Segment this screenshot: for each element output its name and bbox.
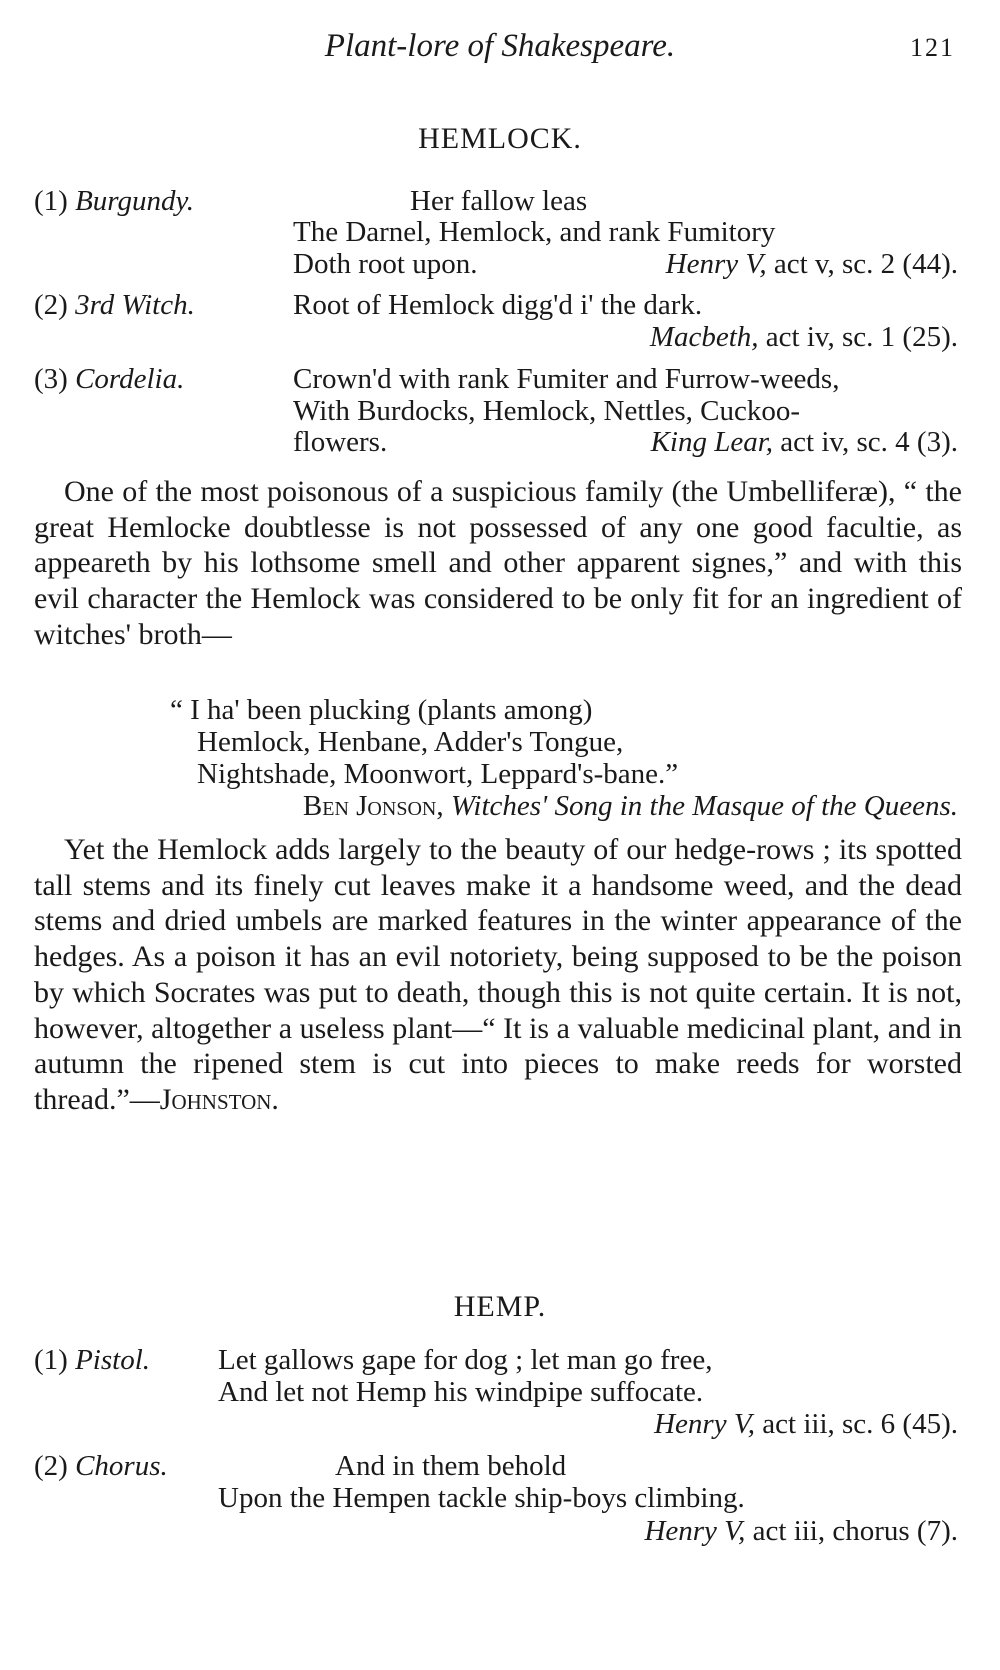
quote-citation bbox=[666, 248, 958, 281]
citation-work: Henry V, bbox=[644, 1515, 746, 1547]
verse-line: “ I ha' been plucking (plants among) bbox=[170, 694, 593, 726]
quote-speaker bbox=[34, 1450, 168, 1483]
speaker-name: Cordelia. bbox=[75, 363, 185, 395]
quote-line: Crown'd with rank Fumiter and Furrow-weeds, bbox=[293, 363, 840, 395]
paragraph-source: Johnston. bbox=[159, 1082, 279, 1116]
quote-speaker bbox=[34, 363, 184, 396]
quote-citation bbox=[650, 321, 958, 354]
quote-number: (3) bbox=[34, 363, 68, 395]
quote-speaker bbox=[34, 1344, 150, 1377]
verse-line: Nightshade, Moonwort, Leppard's-bane.” bbox=[197, 758, 679, 790]
speaker-name: Chorus. bbox=[75, 1450, 168, 1482]
quote-line: And let not Hemp his windpipe suffocate. bbox=[218, 1376, 704, 1408]
citation-ref: act iv, sc. 4 (3). bbox=[780, 426, 958, 458]
page-number: 121 bbox=[910, 33, 955, 62]
running-title: Plant-lore of Shakespeare. bbox=[324, 28, 676, 64]
body-paragraph bbox=[34, 832, 962, 1118]
quote-line: Upon the Hempen tackle ship-boys climbing. bbox=[218, 1482, 745, 1514]
hemlock-heading: HEMLOCK. bbox=[418, 122, 582, 155]
speaker-name: 3rd Witch. bbox=[75, 289, 195, 321]
quote-line: The Darnel, Hemlock, and rank Fumitory bbox=[293, 216, 776, 248]
citation-ref: act v, sc. 2 (44). bbox=[773, 248, 958, 280]
quote-citation bbox=[654, 1408, 958, 1441]
quote-number: (1) bbox=[34, 1344, 68, 1376]
citation-work: Macbeth, bbox=[649, 321, 759, 353]
quote-citation bbox=[644, 1515, 958, 1548]
quote-number: (1) bbox=[34, 185, 68, 217]
quote-number: (2) bbox=[34, 1450, 68, 1482]
verse-author: Ben Jonson, bbox=[302, 790, 444, 822]
quote-line: flowers. bbox=[293, 426, 388, 458]
citation-work: Henry V, bbox=[665, 248, 767, 280]
quote-speaker bbox=[34, 185, 194, 218]
verse-work: Witches' Song in the Masque of the Queens. bbox=[450, 790, 958, 822]
quote-speaker bbox=[34, 289, 195, 322]
quote-line: Her fallow leas bbox=[410, 185, 588, 217]
quote-citation bbox=[651, 426, 958, 459]
quote-line: Doth root upon. bbox=[293, 248, 478, 280]
citation-work: King Lear, bbox=[650, 426, 774, 458]
speaker-name: Pistol. bbox=[75, 1344, 150, 1376]
quote-number: (2) bbox=[34, 289, 68, 321]
citation-ref: act iv, sc. 1 (25). bbox=[765, 321, 958, 353]
quote-line: Let gallows gape for dog ; let man go free, bbox=[218, 1344, 713, 1376]
citation-work: Henry V, bbox=[654, 1408, 756, 1440]
verse-line: Hemlock, Henbane, Adder's Tongue, bbox=[197, 726, 624, 758]
paragraph-text: One of the most poisonous of a suspicious family (the Umbelliferæ), “ the great Hemlocke doubtlesse is not possessed of any one good facultie, as appeareth by his lothsome smell and other apparent signes,” and with this evil character the Hemlock was considered to be only fit for an ingredient of witches' broth— bbox=[34, 475, 962, 651]
citation-ref: act iii, sc. 6 (45). bbox=[762, 1408, 958, 1440]
hemp-heading: HEMP. bbox=[453, 1290, 547, 1323]
citation-ref: act iii, chorus (7). bbox=[752, 1515, 958, 1547]
quote-line: Root of Hemlock digg'd i' the dark. bbox=[293, 289, 703, 321]
paragraph-text: Yet the Hemlock adds largely to the beauty of our hedge-rows ; its spotted tall stems and its finely cut leaves make it a handsome weed, and the dead stems and dried umbels are marked features in the winter appearance of the hedges. As a poison it has an evil notoriety, being supposed to be the poison by which Socrates was put to death, though this is not quite certain. It is not, however, altogether a useless plant—“ It is a valuable medicinal plant, and in autumn the ripened stem is cut into pieces to make reeds for worsted thread.”— bbox=[34, 833, 962, 1116]
quote-line: With Burdocks, Hemlock, Nettles, Cuckoo- bbox=[293, 395, 801, 427]
body-paragraph bbox=[34, 474, 962, 653]
verse-attribution bbox=[303, 790, 958, 823]
speaker-name: Burgundy. bbox=[75, 185, 195, 217]
quote-line: And in them behold bbox=[335, 1450, 567, 1482]
